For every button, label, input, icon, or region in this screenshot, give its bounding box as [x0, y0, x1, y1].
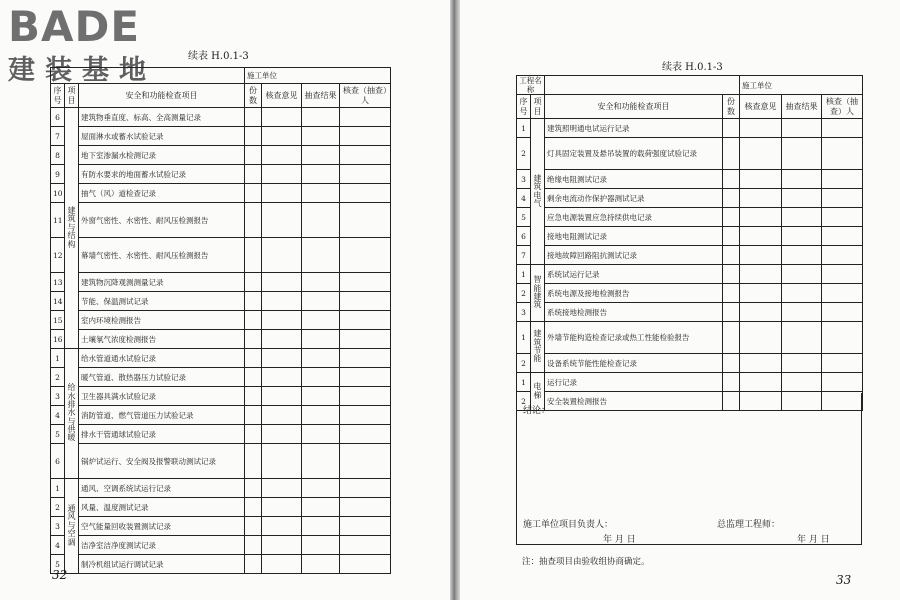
spot-result-header: 抽查结果 [302, 84, 340, 108]
empty-cell [340, 203, 391, 238]
date-left: 年 月 日 [603, 535, 636, 545]
empty-cell [245, 273, 262, 292]
spot-result-header: 抽查结果 [782, 95, 822, 119]
empty-cell [782, 303, 822, 322]
empty-cell [723, 246, 740, 265]
row-number: 13 [51, 273, 65, 292]
empty-cell [822, 354, 863, 373]
empty-cell [723, 322, 740, 354]
table-row [517, 119, 863, 138]
row-number: 2 [51, 498, 65, 517]
check-item: 外窗气密性、水密性、耐风压检测报告 [79, 203, 245, 238]
conclusion-label: 结论： [523, 406, 551, 416]
empty-cell [340, 425, 391, 444]
empty-cell [302, 165, 340, 184]
empty-cell [302, 238, 340, 273]
empty-cell [302, 127, 340, 146]
table-row [517, 284, 863, 303]
empty-cell [740, 227, 782, 246]
empty-cell [340, 273, 391, 292]
book-spine [450, 0, 460, 600]
table-row [517, 227, 863, 246]
empty-cell [262, 238, 302, 273]
table-row [51, 444, 391, 479]
group-label: 建筑与结构 [65, 108, 79, 349]
empty-cell [740, 265, 782, 284]
right-inspection-table [516, 75, 863, 411]
check-item: 给水管道通水试验记录 [79, 349, 245, 368]
logo-text: BADE [8, 2, 141, 51]
empty-cell [782, 227, 822, 246]
check-item: 有防水要求的地面蓄水试验记录 [79, 165, 245, 184]
empty-cell [262, 165, 302, 184]
row-number: 6 [51, 108, 65, 127]
empty-cell [782, 170, 822, 189]
empty-cell [245, 330, 262, 349]
empty-cell [340, 127, 391, 146]
check-item: 建筑物垂直度、标高、全高测量记录 [79, 108, 245, 127]
empty-cell [340, 108, 391, 127]
empty-cell [245, 479, 262, 498]
check-item: 洁净室洁净度测试记录 [79, 536, 245, 555]
row-number: 4 [51, 406, 65, 425]
check-item: 灯具固定装置及悬吊装置的载荷强度试验记录 [545, 138, 723, 170]
check-item: 通风、空调系统试运行记录 [79, 479, 245, 498]
empty-cell [262, 108, 302, 127]
empty-cell [723, 189, 740, 208]
right-table-title: 续表 H.0.1-3 [662, 62, 723, 73]
empty-cell [740, 322, 782, 354]
table-row [517, 322, 863, 354]
empty-cell [723, 119, 740, 138]
row-number: 3 [517, 170, 531, 189]
check-item: 设备系统节能性能检查记录 [545, 354, 723, 373]
group-label: 建筑电气 [531, 119, 545, 265]
empty-cell [340, 146, 391, 165]
empty-cell [822, 227, 863, 246]
empty-cell [723, 265, 740, 284]
empty-cell [782, 138, 822, 170]
row-number: 6 [51, 444, 65, 479]
empty-cell [822, 170, 863, 189]
row-number: 2 [517, 354, 531, 373]
empty-cell [340, 444, 391, 479]
row-number: 5 [51, 555, 65, 574]
empty-cell [782, 246, 822, 265]
empty-cell [340, 536, 391, 555]
empty-cell [302, 368, 340, 387]
empty-cell [822, 373, 863, 392]
left-inspection-table [50, 67, 391, 574]
empty-cell [245, 536, 262, 555]
row-number: 5 [51, 425, 65, 444]
empty-cell [302, 292, 340, 311]
empty-cell [822, 189, 863, 208]
page-number-right: 33 [836, 573, 852, 587]
empty-cell [245, 425, 262, 444]
table-row [51, 387, 391, 406]
check-item: 风量、温度测试记录 [79, 498, 245, 517]
empty-cell [245, 444, 262, 479]
row-number: 16 [51, 330, 65, 349]
empty-cell [723, 303, 740, 322]
check-item: 应急电源装置应急持续供电记录 [545, 208, 723, 227]
conclusion-box [516, 393, 862, 545]
check-item: 屋面淋水或蓄水试验记录 [79, 127, 245, 146]
group-label: 通风与空调 [65, 479, 79, 574]
empty-cell [822, 265, 863, 284]
check-item: 土壤氡气浓度检测报告 [79, 330, 245, 349]
check-item: 制冷机组试运行调试记录 [79, 555, 245, 574]
check-opinion-header: 核查意见 [262, 84, 302, 108]
chief-supervisor-label: 总监理工程师： [717, 520, 781, 530]
row-number: 1 [517, 119, 531, 138]
empty-cell [262, 444, 302, 479]
empty-cell [723, 138, 740, 170]
table-row [51, 146, 391, 165]
table-row [51, 330, 391, 349]
check-opinion-header: 核查意见 [740, 95, 782, 119]
row-number: 1 [51, 479, 65, 498]
content-header: 安全和功能检查项目 [545, 95, 723, 119]
table-row [51, 517, 391, 536]
empty-cell [822, 119, 863, 138]
seq-header: 序号 [51, 84, 65, 108]
empty-cell [262, 498, 302, 517]
empty-cell [340, 406, 391, 425]
empty-cell [302, 108, 340, 127]
empty-cell [262, 127, 302, 146]
empty-cell [302, 406, 340, 425]
table-row [51, 536, 391, 555]
table-row [51, 311, 391, 330]
empty-cell [245, 203, 262, 238]
empty-cell [340, 349, 391, 368]
empty-cell [245, 108, 262, 127]
table-row [51, 406, 391, 425]
row-number: 14 [51, 292, 65, 311]
empty-cell [262, 311, 302, 330]
empty-cell [302, 330, 340, 349]
empty-cell [723, 170, 740, 189]
empty-cell [340, 555, 391, 574]
empty-cell [262, 292, 302, 311]
empty-cell [340, 165, 391, 184]
row-number: 5 [517, 208, 531, 227]
check-item: 剩余电流动作保护器测试记录 [545, 189, 723, 208]
table-row [51, 292, 391, 311]
empty-cell [245, 498, 262, 517]
construction-unit-label: 施工单位 [740, 76, 863, 95]
empty-cell [302, 444, 340, 479]
check-item: 节能、保温测试记录 [79, 292, 245, 311]
empty-cell [340, 238, 391, 273]
empty-cell [340, 479, 391, 498]
row-number: 10 [51, 184, 65, 203]
table-row [517, 265, 863, 284]
date-right: 年 月 日 [797, 535, 830, 545]
empty-cell [245, 127, 262, 146]
empty-cell [340, 498, 391, 517]
table-row [51, 349, 391, 368]
empty-cell [262, 273, 302, 292]
check-item: 建筑物沉降观测测量记录 [79, 273, 245, 292]
footnote: 注：抽查项目由验收组协商确定。 [522, 557, 650, 567]
row-number: 4 [51, 536, 65, 555]
check-item: 排水干管通球试验记录 [79, 425, 245, 444]
empty-cell [782, 284, 822, 303]
construction-manager-label: 施工单位项目负责人： [523, 520, 614, 530]
empty-cell [262, 368, 302, 387]
empty-cell [782, 189, 822, 208]
empty-cell [262, 517, 302, 536]
left-table-title: 续表 H.0.1-3 [188, 51, 249, 62]
item-header: 项目 [531, 95, 545, 119]
table-row [51, 127, 391, 146]
copies-header: 份数 [245, 84, 262, 108]
row-number: 7 [517, 246, 531, 265]
empty-cell [245, 311, 262, 330]
empty-cell [340, 387, 391, 406]
empty-cell [302, 146, 340, 165]
empty-cell [302, 498, 340, 517]
seq-header: 序号 [517, 95, 531, 119]
group-label: 智能建筑 [531, 265, 545, 322]
table-row [51, 165, 391, 184]
empty-cell [723, 354, 740, 373]
empty-cell [302, 536, 340, 555]
checker-header: 核查（抽查）人 [822, 95, 863, 119]
check-item: 外墙节能构造检查记录或热工性能检验报告 [545, 322, 723, 354]
empty-cell [782, 119, 822, 138]
empty-cell [245, 146, 262, 165]
empty-cell [822, 284, 863, 303]
content-header: 安全和功能检查项目 [79, 84, 245, 108]
row-number: 1 [517, 265, 531, 284]
table-row [517, 303, 863, 322]
check-item: 系统电源及接地检测报告 [545, 284, 723, 303]
row-number: 3 [517, 303, 531, 322]
empty-cell [340, 184, 391, 203]
empty-cell [740, 284, 782, 303]
row-number: 3 [51, 387, 65, 406]
empty-cell [822, 208, 863, 227]
check-item: 卫生器具满水试验记录 [79, 387, 245, 406]
empty-cell [302, 479, 340, 498]
empty-cell [245, 387, 262, 406]
empty-cell [302, 273, 340, 292]
empty-cell [262, 203, 302, 238]
empty-cell [740, 208, 782, 227]
row-number: 7 [51, 127, 65, 146]
empty-cell [262, 330, 302, 349]
empty-cell [782, 354, 822, 373]
empty-cell [822, 246, 863, 265]
empty-cell [822, 322, 863, 354]
row-number: 2 [51, 368, 65, 387]
construction-unit-label: 施工单位 [245, 68, 391, 84]
empty-cell [245, 555, 262, 574]
table-row [517, 354, 863, 373]
check-item: 地下室渗漏水检测记录 [79, 146, 245, 165]
check-item: 暖气管道、散热器压力试验记录 [79, 368, 245, 387]
empty-cell [245, 406, 262, 425]
row-number: 2 [517, 284, 531, 303]
empty-cell [302, 387, 340, 406]
empty-cell [245, 517, 262, 536]
empty-cell [262, 479, 302, 498]
empty-cell [340, 292, 391, 311]
empty-cell [740, 138, 782, 170]
page-number-left: 32 [52, 568, 68, 582]
empty-cell [262, 536, 302, 555]
right-table-body [517, 119, 863, 411]
row-number: 12 [51, 238, 65, 273]
copies-header: 份数 [723, 95, 740, 119]
check-item: 空气能量回收装置测试记录 [79, 517, 245, 536]
table-row [51, 108, 391, 127]
empty-cell [245, 349, 262, 368]
empty-cell [340, 368, 391, 387]
empty-cell [245, 165, 262, 184]
empty-cell [740, 373, 782, 392]
check-item: 幕墙气密性、水密性、耐风压检测报告 [79, 238, 245, 273]
table-row [51, 203, 391, 238]
empty-cell [245, 368, 262, 387]
empty-cell [262, 406, 302, 425]
empty-cell [302, 203, 340, 238]
empty-cell [340, 330, 391, 349]
empty-cell [782, 322, 822, 354]
empty-cell [245, 292, 262, 311]
empty-cell [262, 146, 302, 165]
check-item: 接地电阻测试记录 [545, 227, 723, 246]
row-number: 2 [517, 138, 531, 170]
empty-cell [740, 246, 782, 265]
table-row [517, 170, 863, 189]
table-row [51, 238, 391, 273]
group-label: 给水排水与供暖 [65, 349, 79, 479]
left-table-body [51, 108, 391, 574]
row-number: 4 [517, 189, 531, 208]
empty-cell [740, 354, 782, 373]
blank-cell [545, 76, 740, 95]
row-number: 1 [517, 373, 531, 392]
check-item: 抽气（风）道检查记录 [79, 184, 245, 203]
empty-cell [740, 303, 782, 322]
check-item: 建筑照明通电试运行记录 [545, 119, 723, 138]
table-row [517, 208, 863, 227]
row-number: 1 [51, 349, 65, 368]
empty-cell [740, 119, 782, 138]
empty-cell [262, 184, 302, 203]
empty-cell [262, 555, 302, 574]
empty-cell [262, 349, 302, 368]
empty-cell [340, 311, 391, 330]
empty-cell [782, 208, 822, 227]
empty-cell [245, 184, 262, 203]
table-row [517, 373, 863, 392]
empty-cell [740, 189, 782, 208]
check-item: 接地故障回路阻抗测试记录 [545, 246, 723, 265]
table-row [51, 273, 391, 292]
check-item: 绝缘电阻测试记录 [545, 170, 723, 189]
empty-cell [740, 170, 782, 189]
checker-header: 核查（抽查）人 [340, 84, 391, 108]
table-row [51, 425, 391, 444]
table-row [51, 479, 391, 498]
row-number: 6 [517, 227, 531, 246]
group-label: 建筑节能 [531, 322, 545, 373]
empty-cell [302, 311, 340, 330]
empty-cell [782, 373, 822, 392]
empty-cell [302, 555, 340, 574]
empty-cell [302, 349, 340, 368]
table-row [51, 368, 391, 387]
row-number: 1 [517, 322, 531, 354]
check-item: 消防管道、燃气管道压力试验记录 [79, 406, 245, 425]
empty-cell [723, 373, 740, 392]
empty-cell [723, 284, 740, 303]
group-label: 电梯 [531, 373, 545, 411]
table-row [517, 138, 863, 170]
row-number: 2 [517, 392, 531, 411]
check-item: 锅炉试运行、安全阀及报警联动测试记录 [79, 444, 245, 479]
row-number: 3 [51, 517, 65, 536]
empty-cell [245, 238, 262, 273]
check-item: 系统接地检测报告 [545, 303, 723, 322]
table-row [51, 498, 391, 517]
empty-cell [262, 425, 302, 444]
row-number: 8 [51, 146, 65, 165]
empty-cell [822, 303, 863, 322]
empty-cell [302, 517, 340, 536]
empty-cell [262, 387, 302, 406]
blank-cell [51, 68, 245, 84]
empty-cell [302, 425, 340, 444]
check-item: 系统试运行记录 [545, 265, 723, 284]
empty-cell [340, 517, 391, 536]
table-row [517, 189, 863, 208]
table-row [51, 555, 391, 574]
row-number: 11 [51, 203, 65, 238]
empty-cell [723, 227, 740, 246]
table-row [517, 246, 863, 265]
row-number: 15 [51, 311, 65, 330]
empty-cell [302, 184, 340, 203]
empty-cell [822, 138, 863, 170]
item-header: 项目 [65, 84, 79, 108]
table-row [51, 184, 391, 203]
project-name-label: 工程名称 [517, 76, 545, 95]
check-item: 运行记录 [545, 373, 723, 392]
check-item: 安全装置检测报告 [545, 392, 723, 411]
empty-cell [782, 265, 822, 284]
row-number: 9 [51, 165, 65, 184]
empty-cell [723, 208, 740, 227]
logo-subtitle: 建装基地 [8, 55, 156, 86]
check-item: 室内环境检测报告 [79, 311, 245, 330]
